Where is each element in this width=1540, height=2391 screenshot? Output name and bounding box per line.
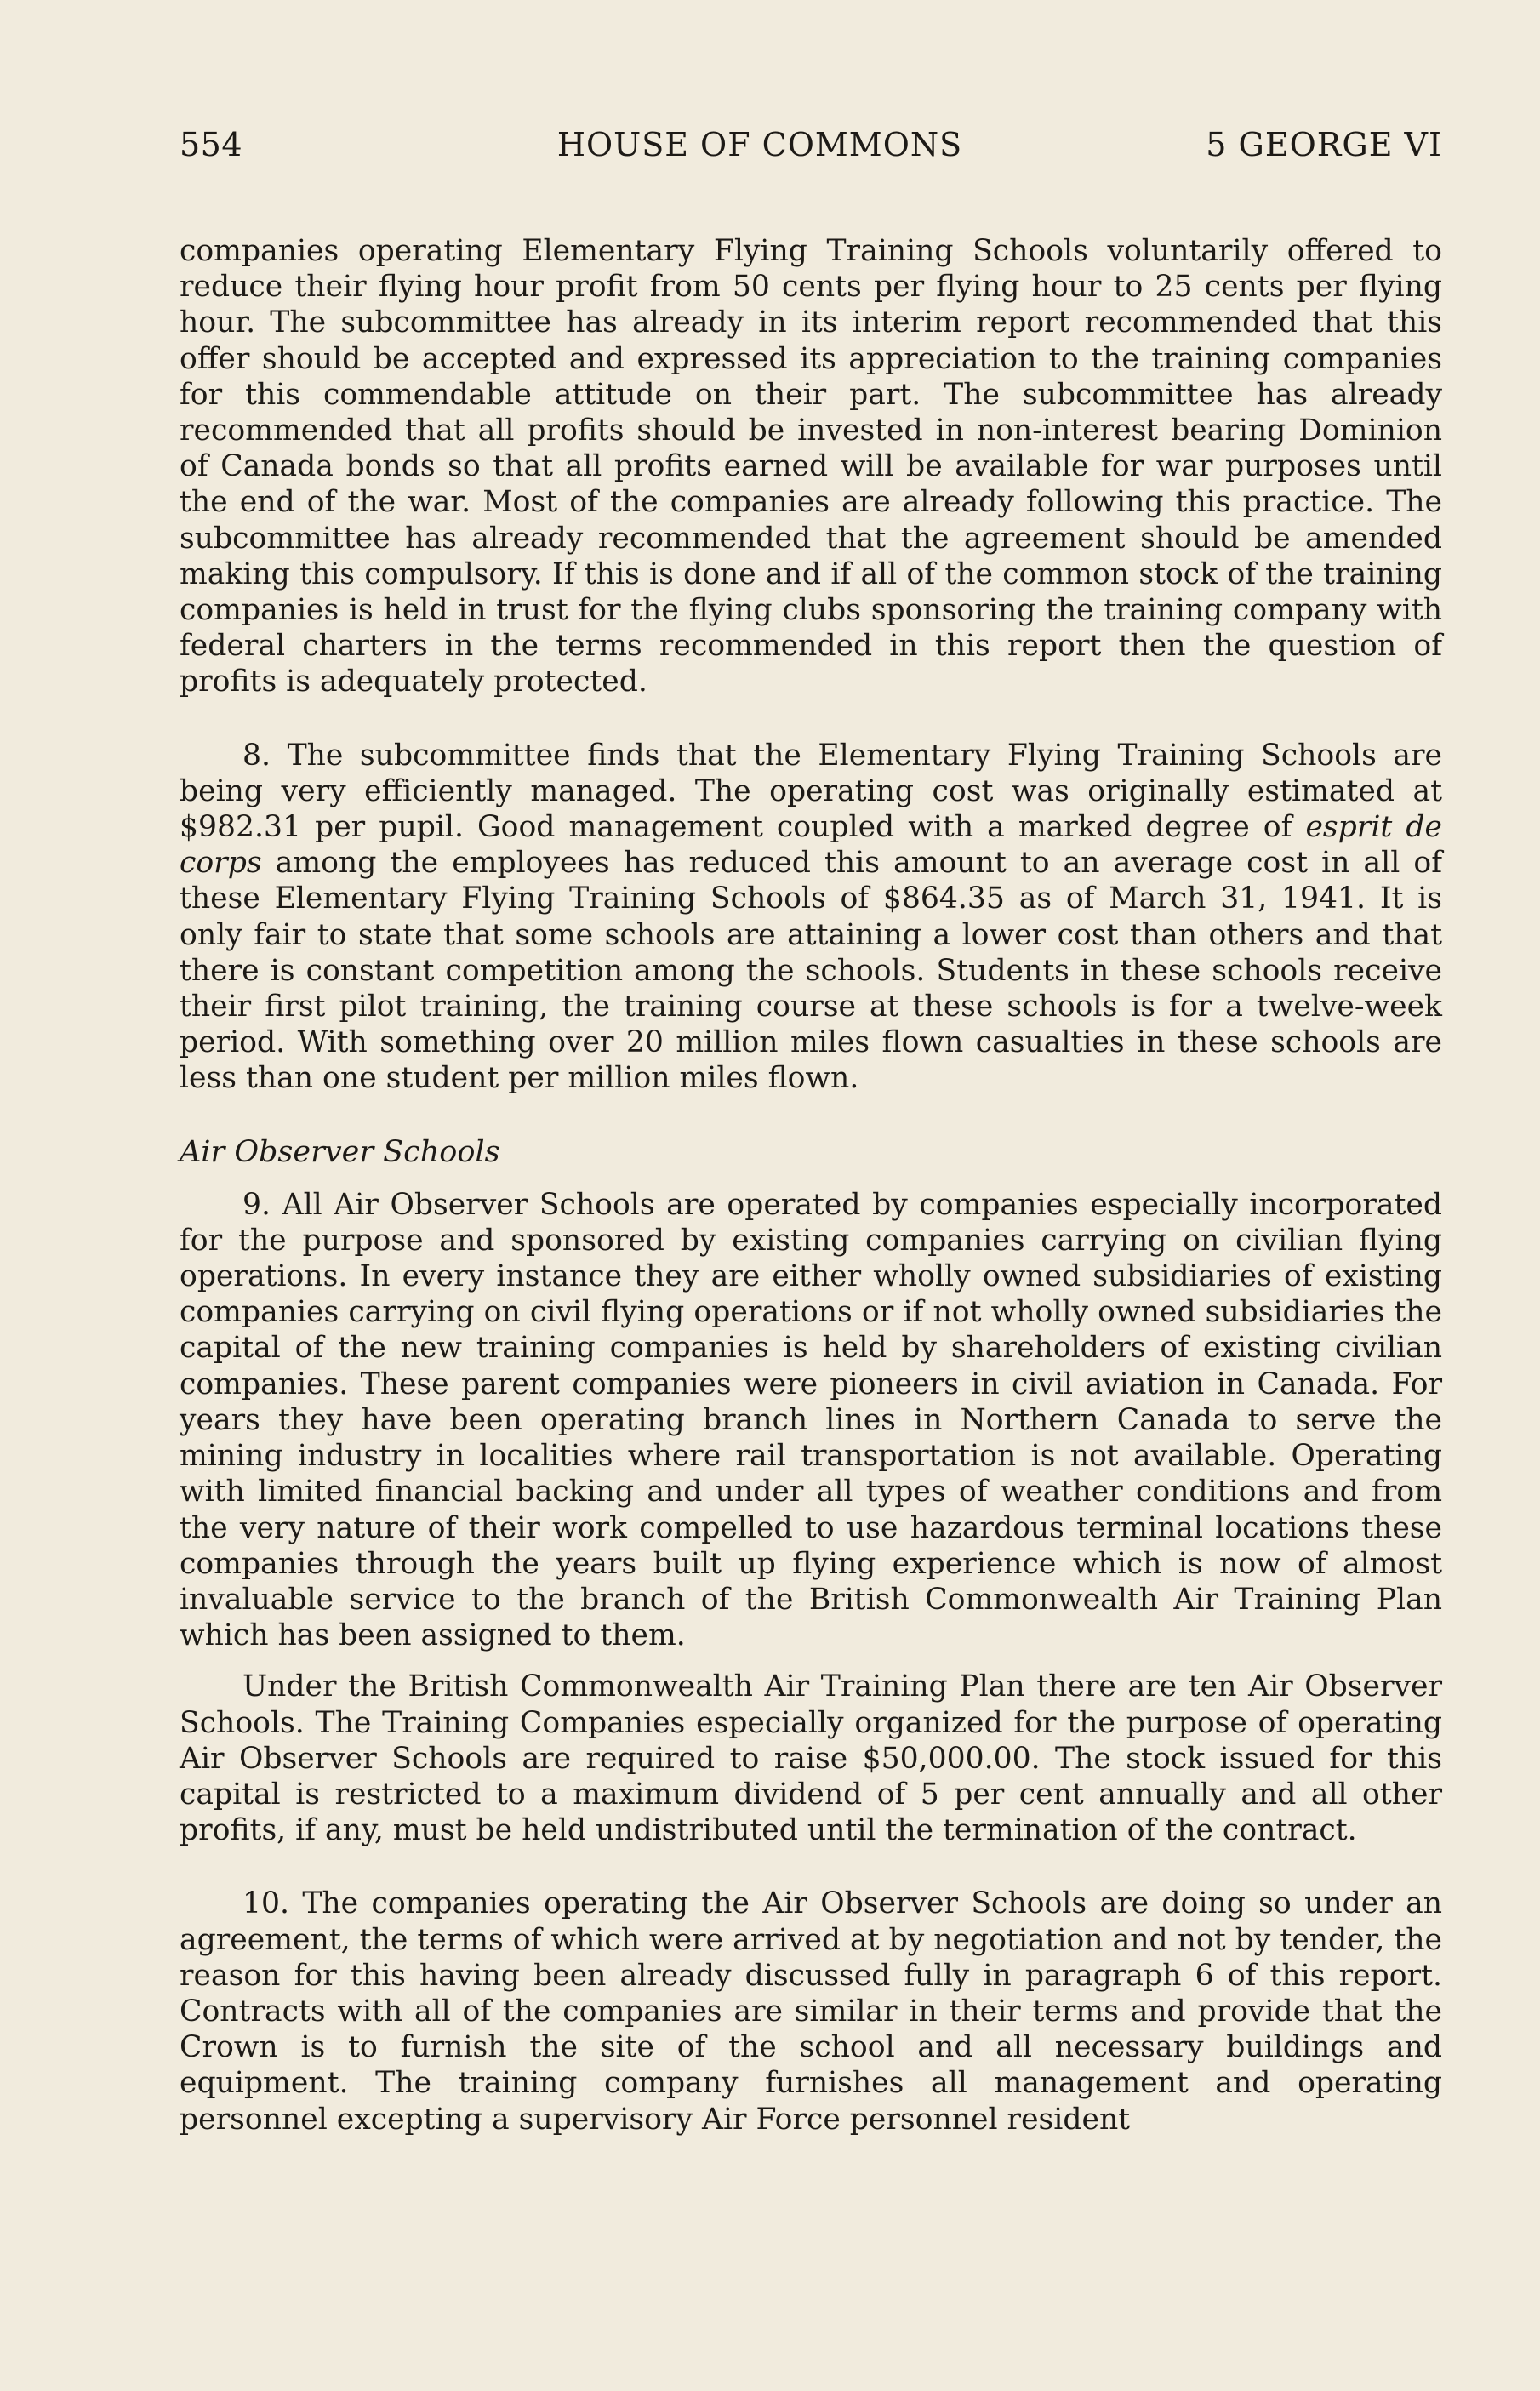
paragraph-8-text-a: 8. The subcommittee finds that the Elementary Flying Training Schools are being very efficiently managed. The operating cost was originally estimated at $982.31 per pupil. Good management coupled with a marked degree of [180, 738, 1442, 845]
paragraph-9-continued: Under the British Commonwealth Air Training Plan there are ten Air Observer Schools. The Training Companies especially organized for the purpose of operating Air Observer Schools are required to raise $50,000.00. The stock issued for this capital is restricted to a maximum dividend of 5 per cent annually and all other profits, if any, must be held undistributed until the termination of the contract. [180, 1669, 1442, 1848]
page-header-title: HOUSE OF COMMONS [556, 126, 963, 163]
document-body [180, 233, 1442, 2137]
paragraph-8-text-b: among the employees has reduced this amount to an average cost in all of these Elementary Flying Training Schools of $864.35 as of March 31, 1941. It is only fair to state that some schools are attaining a lower cost than others and that there is constant competition among the schools. Students in these schools receive their first pilot training, the training course at these schools is for a twelve-week period. With something over 20 million miles flown casualties in these schools are less than one student per million miles flown. [180, 846, 1442, 1096]
paragraph-continued: companies operating Elementary Flying Training Schools voluntarily offered to reduce their flying hour profit from 50 cents per flying hour to 25 cents per flying hour. The subcommittee has already in its interim report recommended that this offer should be accepted and expressed its appreciation to the training companies for this commendable attitude on their part. The subcommittee has already recommended that all profits should be invested in non-interest bearing Dominion of Canada bonds so that all profits earned will be available for war purposes until the end of the war. Most of the companies are already following this practice. The subcommittee has already recommended that the agreement should be amended making this compulsory. If this is done and if all of the common stock of the training companies is held in trust for the flying clubs sponsoring the training company with federal charters in the terms recommended in this report then the question of profits is adequately protected. [180, 234, 1442, 699]
page-number: 554 [180, 126, 243, 163]
running-head [180, 126, 1442, 163]
paragraph-10: 10. The companies operating the Air Observer Schools are doing so under an agreement, the terms of which were arrived at by negotiation and not by tender, the reason for this having been already discussed fully in paragraph 6 of this report. Contracts with all of the companies are similar in their terms and provide that the Crown is to furnish the site of the school and all necessary buildings and equipment. The training company furnishes all management and operating personnel excepting a supervisory Air Force personnel resident [180, 1886, 1442, 2137]
paragraph-8-italic-phrase: esprit de corps [180, 810, 1442, 881]
section-heading: Air Observer Schools [180, 1134, 500, 1169]
page-header-session: 5 GEORGE VI [1206, 126, 1442, 163]
paragraph-8 [180, 738, 1442, 1097]
paragraph-9: 9. All Air Observer Schools are operated by companies especially incorporated for the purpose and sponsored by existing companies carrying on civilian flying operations. In every instance they are either wholly owned subsidiaries of existing companies carrying on civil flying operations or if not wholly owned subsidiaries the capital of the new training companies is held by shareholders of existing civilian companies. These parent companies were pioneers in civil aviation in Canada. For years they have been operating branch lines in Northern Canada to serve the mining industry in localities where rail transportation is not available. Operating with limited financial backing and under all types of weather conditions and from the very nature of their work compelled to use hazardous terminal locations these companies through the years built up flying experience which is now of almost invaluable service to the branch of the British Commonwealth Air Training Plan which has been assigned to them. [180, 1187, 1442, 1653]
